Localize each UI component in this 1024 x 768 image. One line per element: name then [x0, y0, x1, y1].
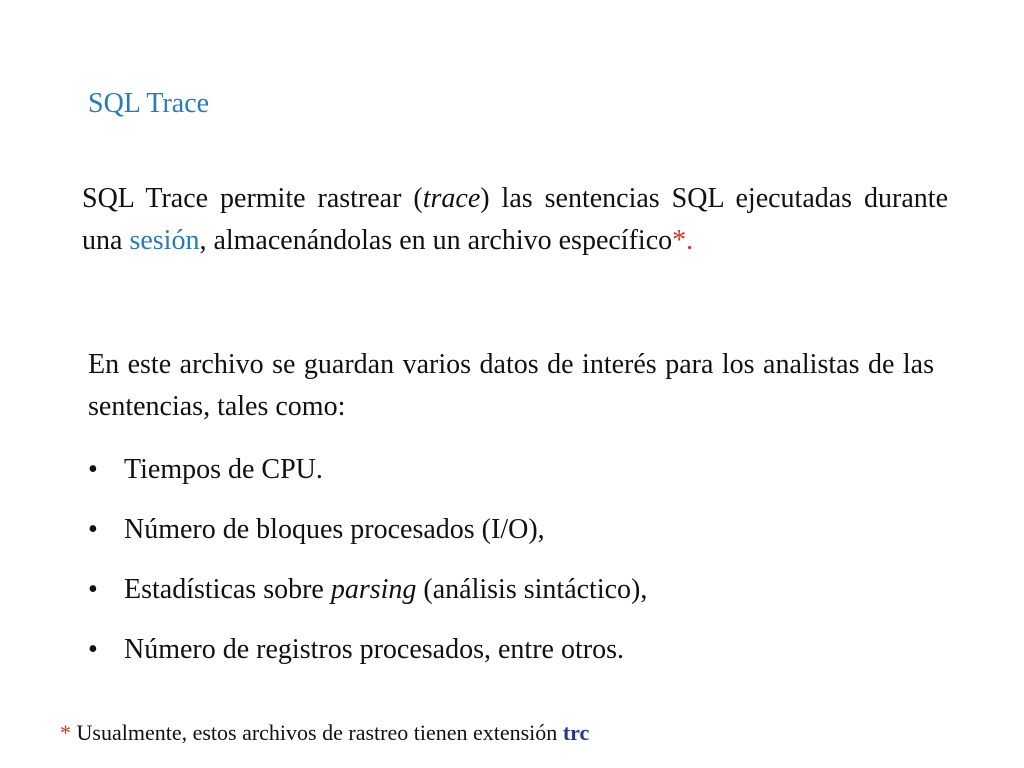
intro-footnote-marker: *.	[672, 225, 694, 256]
slide-title: SQL Trace	[88, 88, 210, 119]
intro-italic-term: trace	[422, 183, 481, 214]
intro-text-2: ) las sentencias SQL ejecutadas durante una	[82, 183, 949, 256]
bullet-list	[88, 442, 647, 682]
intro-highlight-session: sesión	[129, 225, 200, 256]
list-item	[88, 502, 647, 562]
bullet-icon: •	[88, 454, 98, 485]
footnote-marker: *	[60, 720, 71, 745]
bullet-text-blocks: Número de bloques procesados (I/O),	[124, 514, 545, 545]
list-item	[88, 622, 647, 682]
bullet-stats-italic: parsing	[330, 574, 417, 605]
list-item	[88, 442, 647, 502]
intro-paragraph	[82, 178, 948, 262]
footnote	[60, 720, 589, 746]
intro-text-3: , almacenándolas en un archivo específico	[199, 225, 673, 256]
bullet-icon: •	[88, 574, 98, 605]
footnote-extension: trc	[562, 720, 590, 745]
bullet-text-cpu: Tiempos de CPU.	[124, 454, 323, 485]
bullet-icon: •	[88, 634, 98, 665]
details-paragraph: En este archivo se guardan varios datos de interés para los analistas de las sentencias, tales como:	[88, 349, 934, 422]
bullet-icon: •	[88, 514, 98, 545]
bullet-stats-post: (análisis sintáctico),	[416, 574, 648, 605]
footnote-text: Usualmente, estos archivos de rastreo tienen extensión	[71, 720, 563, 745]
bullet-stats-pre: Estadísticas sobre	[124, 574, 331, 605]
list-item	[88, 562, 647, 622]
bullet-text-stats	[124, 562, 647, 622]
intro-text-1: SQL Trace permite rastrear (	[82, 183, 423, 214]
bullet-text-records: Número de registros procesados, entre otros.	[124, 634, 624, 665]
